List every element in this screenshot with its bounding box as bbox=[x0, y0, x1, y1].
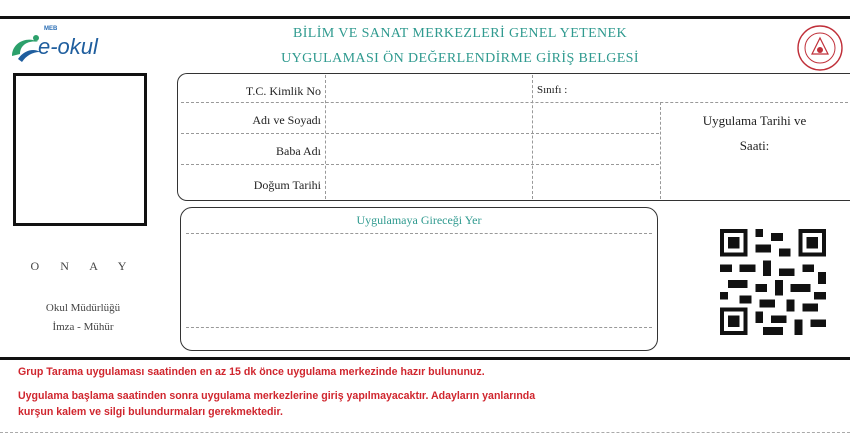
warning-line-1: Grup Tarama uygulaması saatinden en az 15 dk önce uygulama merkezinde hazır bulununuz. bbox=[18, 366, 485, 378]
okul-mudurlugu-label: Okul Müdürlüğü bbox=[45, 302, 121, 314]
bottom-rule bbox=[0, 357, 850, 360]
qr-code-icon bbox=[719, 229, 827, 335]
warning-line-3: kurşun kalem ve silgi bulundurmaları gerekmektedir. bbox=[18, 406, 283, 418]
photo-box bbox=[13, 73, 147, 226]
top-rule bbox=[0, 16, 850, 19]
tc-kimlik-label: T.C. Kimlik No bbox=[245, 84, 321, 98]
document-title-line2: UYGULAMASI ÖN DEĞERLENDİRME GİRİŞ BELGESİ bbox=[281, 51, 639, 66]
logo-meb-text: MEB bbox=[44, 26, 58, 32]
uygulama-tarihi-label bbox=[672, 108, 837, 158]
imza-muhur-label: İmza - Mühür bbox=[52, 321, 114, 333]
place-divider bbox=[186, 327, 652, 328]
sinif-label: Sınıfı : bbox=[537, 84, 568, 96]
place-divider bbox=[186, 233, 652, 234]
ministry-seal-icon bbox=[796, 24, 844, 72]
uygulama-tarihi-line1: Uygulama Tarihi ve bbox=[702, 113, 807, 128]
row-divider bbox=[181, 102, 848, 103]
logo-text: e-okul bbox=[38, 34, 98, 59]
uygulama-tarihi-line2: Saati: bbox=[739, 138, 770, 153]
warning-line-2: Uygulama başlama saatinden sonra uygulama merkezlerine giriş yapılmayacaktır. Adayların yanlarında bbox=[18, 390, 536, 402]
document-title-line1: BİLİM VE SANAT MERKEZLERİ GENEL YETENEK bbox=[292, 26, 628, 41]
label-divider bbox=[325, 75, 326, 199]
row-divider bbox=[181, 133, 659, 134]
ad-soyad-label: Adı ve Soyadı bbox=[252, 113, 321, 127]
footer-divider bbox=[0, 432, 850, 433]
date-divider bbox=[660, 102, 661, 199]
dogum-tarihi-label: Doğum Tarihi bbox=[253, 178, 321, 192]
exam-place-box bbox=[180, 207, 658, 351]
exam-place-title: Uygulamaya Gireceği Yer bbox=[356, 213, 482, 227]
baba-adi-label: Baba Adı bbox=[276, 144, 321, 158]
row-divider bbox=[181, 164, 659, 165]
onay-label: O N A Y bbox=[30, 259, 136, 273]
class-divider bbox=[532, 75, 533, 199]
